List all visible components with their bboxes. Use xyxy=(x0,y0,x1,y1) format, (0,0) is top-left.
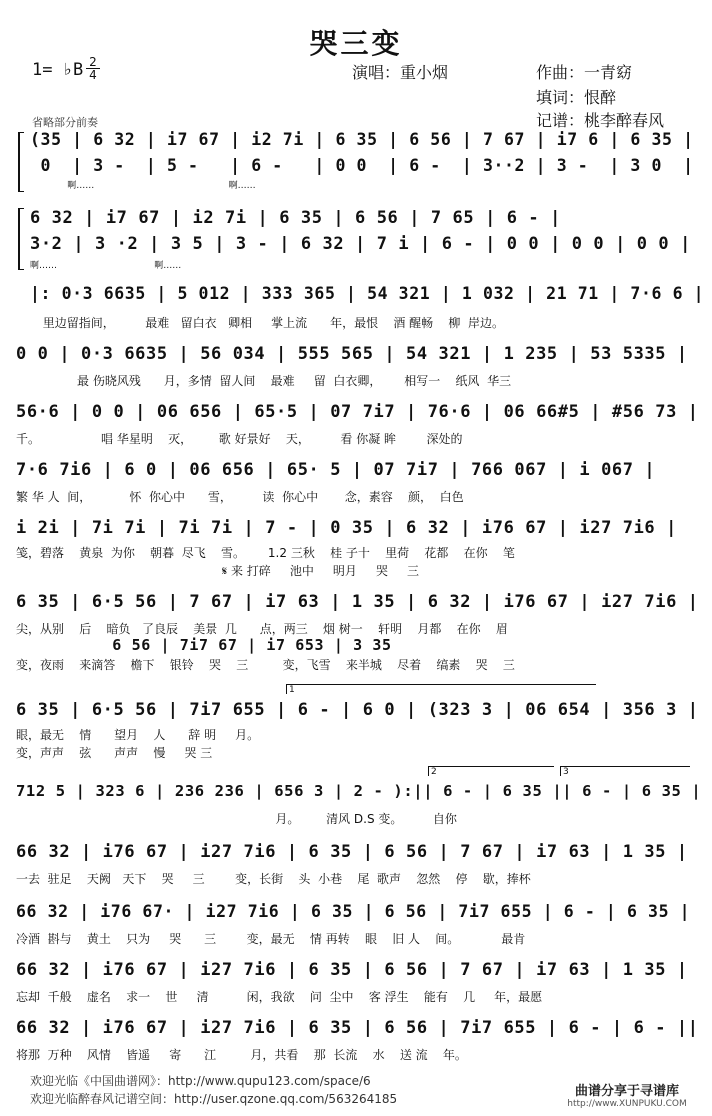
notes-line: 66 32 | i76 67 | i27 7i6 | 6 35 | 6 56 | 7 67 | i7 63 | 1 35 | xyxy=(16,960,688,980)
notes-line: 6 35 | 6·5 56 | 7i7 655 | 6 - | 6 0 | (323 3 | 06 654 | 356 3 | xyxy=(16,700,699,720)
lyric-line-2: 变，夜雨 来滴答 檐下 银铃 哭 三 变，飞雪 来半城 尽着 缟素 哭 三 xyxy=(16,658,515,672)
score-row-14 xyxy=(16,1018,699,1068)
score-row-7 xyxy=(16,518,696,580)
composer-credit: 作曲：一青窈 xyxy=(536,63,633,82)
key-signature: 1= ♭B xyxy=(32,60,84,80)
footer-link-qzone[interactable]: 欢迎光临醉春风记谱空间：http://user.qzone.qq.com/563264185 xyxy=(30,1092,398,1106)
lyric-line-2: 𝄋 来 打碎 池中 明月 哭 三 xyxy=(16,564,420,578)
lyric-line: 里边留指间， 最难 留白衣 卿相 掌上流 年，最恨 酒 醒畅 柳 岸边。 xyxy=(16,316,505,330)
notes-line: 66 32 | i76 67· | i27 7i6 | 6 35 | 6 56 | 7i7 655 | 6 - | 6 35 | xyxy=(16,902,691,921)
song-title: 哭三变 xyxy=(309,27,403,60)
watermark-url: http://www.XUNPUKU.COM xyxy=(567,1099,687,1109)
score-row-1 xyxy=(16,130,696,196)
score-row-10 xyxy=(16,782,702,832)
score-row-4 xyxy=(16,344,696,394)
score-row-11 xyxy=(16,842,696,892)
notes-line: 712 5 | 323 6 | 236 236 | 656 3 | 2 - ):|| 6 - | 6 35 || 6 - | 6 35 | xyxy=(16,782,702,800)
notes-upper: 6 32 | i7 67 | i2 7i | 6 35 | 6 56 | 7 65 | 6 - | xyxy=(30,208,561,228)
notes-line: 66 32 | i76 67 | i27 7i6 | 6 35 | 6 56 | 7 67 | i7 63 | 1 35 | xyxy=(16,842,688,862)
volta-bracket-1: 1 xyxy=(286,684,596,694)
watermark-badge xyxy=(552,1080,702,1108)
notes-line: 56·6 | 0 0 | 06 656 | 65·5 | 07 7i7 | 76·6 | 06 66#5 | #56 73 | xyxy=(16,402,699,422)
lyric-line: 繁 华 人 间， 怀 你心中 雪， 读 你心中 念，素容 颜， 白色 xyxy=(16,490,464,504)
singer-credit: 演唱：重小烟 xyxy=(352,63,449,82)
notes-lower: 0 | 3 - | 5 - | 6 - | 0 0 | 6 - | 3··2 | 3 - | 3 0 | xyxy=(30,156,694,175)
notes-upper: (35 | 6 32 | i7 67 | i2 7i | 6 35 | 6 56 | 7 67 | i7 6 | 6 35 | xyxy=(30,130,694,149)
lyric-line: 啊…… 啊…… xyxy=(30,261,182,271)
lyric-line: 忘却 千般 虚名 求一 世 清 闲，我欲 问 尘中 客 浮生 能有 几 年，最愿 xyxy=(16,990,543,1004)
watermark-title: 曲谱分享于寻谱库 xyxy=(574,1084,679,1099)
lyric-line: 笺，碧落 黄泉 为你 朝暮 尽飞 雪。 1.2 三秋 桂 子十 里荷 花都 在你 笔 xyxy=(16,546,515,560)
lyric-line: 冷酒 斟与 黄土 只为 哭 三 变，最无 情 再转 眼 旧 人 间。 最肯 xyxy=(16,932,526,946)
footer-link-qupu[interactable]: 欢迎光临《中国曲谱网》：http://www.qupu123.com/space/6 xyxy=(30,1074,371,1088)
lyric-line: 将那 万种 风情 皆遥 寄 江 月，共看 那 长流 水 送 流 年。 xyxy=(16,1048,467,1062)
notes-line: 0 0 | 0·3 6635 | 56 034 | 555 565 | 54 321 | 1 235 | 53 5335 | xyxy=(16,344,688,364)
meter-bottom: 4 xyxy=(89,68,97,82)
lyric-line: 眼，最无 情 望月 人 辞 明 月。 xyxy=(16,728,260,742)
prelude-note: 省略部分前奏 xyxy=(32,116,98,129)
lyric-line: 最 伤晓风残 月，多情 留人间 最难 留 白衣卿， 相写一 纸风 华三 xyxy=(16,374,512,388)
score-row-3 xyxy=(16,284,705,334)
transcriber-credit: 记谱：桃李醉春风 xyxy=(536,111,665,130)
notes-line: 66 32 | i76 67 | i27 7i6 | 6 35 | 6 56 | 7i7 655 | 6 - | 6 - || xyxy=(16,1018,699,1038)
score-row-6 xyxy=(16,460,696,510)
score-row-13 xyxy=(16,960,696,1010)
lyric-line-2: 变，声声 弦 声声 慢 哭 三 xyxy=(16,746,213,760)
lyric-line: 啊…… 啊…… xyxy=(30,181,256,191)
notes-line: 6 35 | 6·5 56 | 7 67 | i7 63 | 1 35 | 6 32 | i76 67 | i27 7i6 | xyxy=(16,592,699,612)
lyric-line: 千。 唱 华星明 灭， 歌 好景好 天， 看 你凝 眸 深处的 xyxy=(16,432,463,446)
lyric-line: 月。 清风 D.S 变。 自你 xyxy=(16,812,457,826)
score-row-9 xyxy=(16,700,699,760)
lyric-line: 一去 驻足 天阙 天下 哭 三 变，长街 头 小巷 尾 歌声 忽然 停 歇，捧杯 xyxy=(16,872,531,886)
notes-alt-line: 6 56 | 7i7 67 | i7 653 | 3 35 xyxy=(16,636,392,654)
score-row-5 xyxy=(16,402,699,452)
lyric-line: 尖，从别 后 暗负 了良辰 美景 几 点，两三 烟 树一 轩明 月都 在你 眉 xyxy=(16,622,508,636)
lyricist-credit: 填词：恨醉 xyxy=(536,88,617,107)
score-row-12 xyxy=(16,902,696,952)
notes-line: |: 0·3 6635 | 5 012 | 333 365 | 54 321 | 1 032 | 21 71 | 7·6 6 | xyxy=(30,284,705,303)
notes-lower: 3·2 | 3 ·2 | 3 5 | 3 - | 6 32 | 7 i | 6 - | 0 0 | 0 0 | 0 0 | xyxy=(30,234,691,254)
notes-line: i 2i | 7i 7i | 7i 7i | 7 - | 0 35 | 6 32 | i76 67 | i27 7i6 | xyxy=(16,518,677,538)
volta-bracket-3: 3 xyxy=(560,766,690,776)
score-row-2 xyxy=(16,208,696,274)
volta-bracket-2: 2 xyxy=(428,766,554,776)
notes-line: 7·6 7i6 | 6 0 | 06 656 | 65· 5 | 07 7i7 | 766 067 | i 067 | xyxy=(16,460,656,480)
score-row-8 xyxy=(16,592,699,672)
time-signature xyxy=(86,56,100,81)
meter-top: 2 xyxy=(86,56,100,69)
